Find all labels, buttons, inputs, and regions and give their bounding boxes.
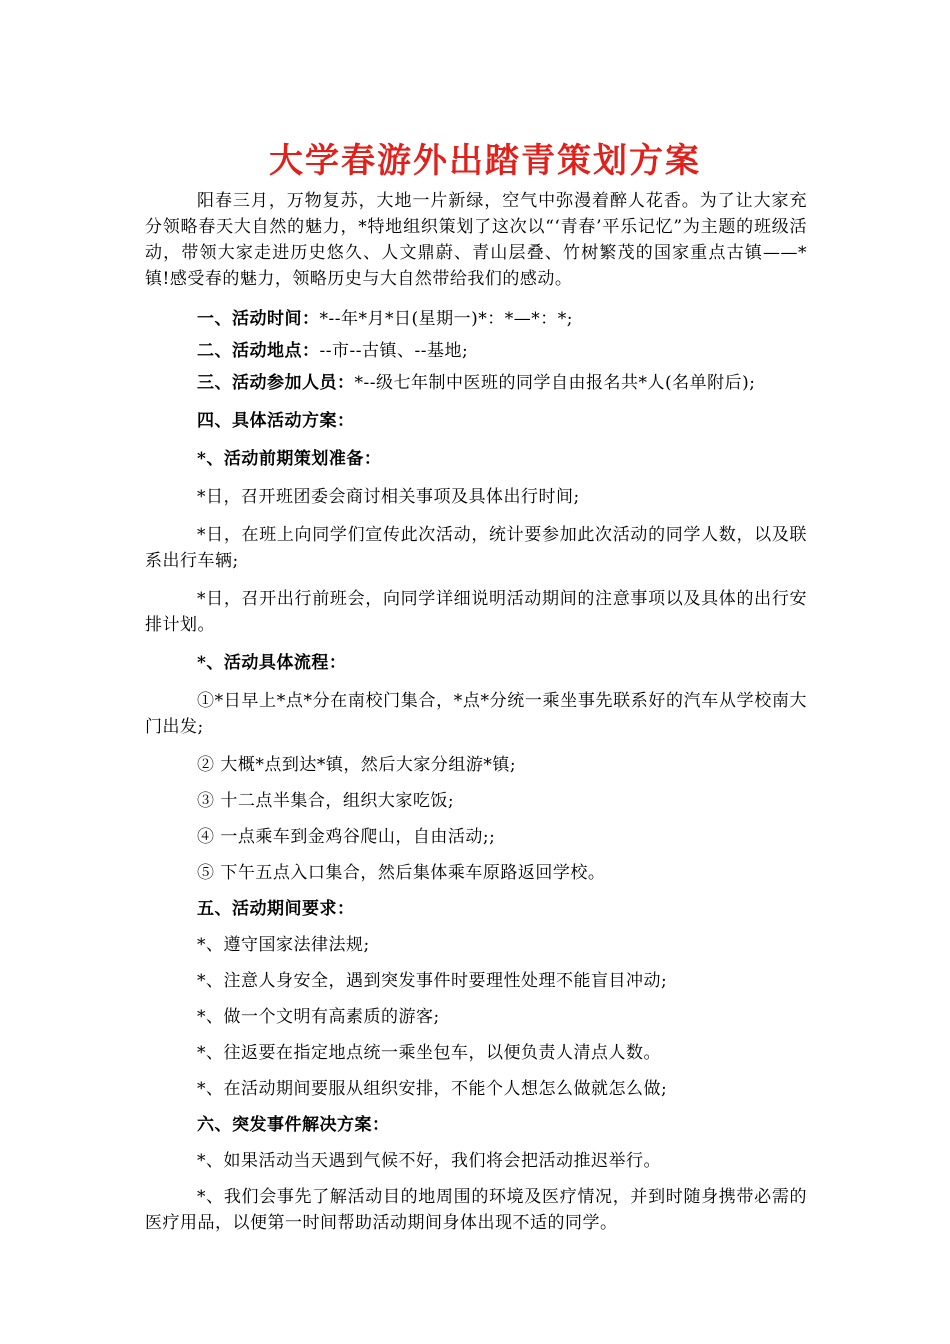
activity-time: [145, 306, 807, 332]
prep-item: *日，召开出行前班会，向同学详细说明活动期间的注意事项以及具体的出行安排计划。: [145, 589, 807, 635]
prep-item: *日，召开班团委会商讨相关事项及具体出行时间;: [197, 487, 580, 507]
flow-item: ⑤ 下午五点入口集合，然后集体乘车原路返回学校。: [197, 863, 606, 883]
activity-people-value: *--级七年制中医班的同学自由报名共*人(名单附后);: [354, 373, 756, 393]
requirement-item: *、在活动期间要服从组织安排，不能个人想怎么做就怎么做;: [197, 1079, 668, 1099]
activity-people: [145, 370, 807, 396]
activity-place-value: --市--古镇、--基地;: [319, 341, 469, 361]
flow-item: ③ 十二点半集合，组织大家吃饭;: [197, 791, 455, 811]
emergency-heading: 六、突发事件解决方案：: [197, 1115, 390, 1135]
emergency-item: *、如果活动当天遇到气候不好，我们将会把活动推迟举行。: [197, 1151, 661, 1171]
emergency-item: *、我们会事先了解活动目的地周围的环境及医疗情况，并到时随身携带必需的医疗用品，以便第一时间帮助活动期间身体出现不适的同学。: [145, 1187, 807, 1233]
activity-people-label: 三、活动参加人员：: [197, 373, 355, 393]
document-page: [145, 138, 807, 1236]
requirements-heading: 五、活动期间要求：: [197, 899, 355, 919]
intro-paragraph: 阳春三月，万物复苏，大地一片新绿，空气中弥漫着醉人花香。为了让大家充分领略春天大自然的魅力，*特地组织策划了这次以“‘青春’平乐记忆”为主题的班级活动，带领大家走进历史悠久、人文鼎蔚、青山层叠、竹树繁茂的国家重点古镇——*镇!感受春的魅力，领略历史与大自然带给我们的感动。: [145, 191, 807, 289]
prep-item: *日，在班上向同学们宣传此次活动，统计要参加此次活动的同学人数，以及联系出行车辆;: [145, 525, 807, 571]
prep-heading: *、活动前期策划准备：: [197, 449, 382, 469]
activity-time-value: *--年*月*日(星期一)*：*—*：*;: [319, 309, 573, 329]
requirement-item: *、注意人身安全，遇到突发事件时要理性处理不能盲目冲动;: [197, 971, 668, 991]
activity-place-label: 二、活动地点：: [197, 341, 320, 361]
activity-place: [145, 338, 807, 364]
document-title: 大学春游外出踏青策划方案: [269, 141, 701, 181]
flow-heading: *、活动具体流程：: [197, 653, 347, 673]
requirement-item: *、遵守国家法律法规;: [197, 935, 370, 955]
plan-heading: 四、具体活动方案：: [197, 411, 355, 431]
requirement-item: *、做一个文明有高素质的游客;: [197, 1007, 440, 1027]
activity-time-label: 一、活动时间：: [197, 309, 320, 329]
requirement-item: *、往返要在指定地点统一乘坐包车，以便负责人清点人数。: [197, 1043, 661, 1063]
flow-item: ② 大概*点到达*镇，然后大家分组游*镇;: [197, 755, 517, 775]
flow-item: ④ 一点乘车到金鸡谷爬山，自由活动;;: [197, 827, 496, 847]
flow-item: ①*日早上*点*分在南校门集合，*点*分统一乘坐事先联系好的汽车从学校南大门出发;: [145, 691, 807, 737]
